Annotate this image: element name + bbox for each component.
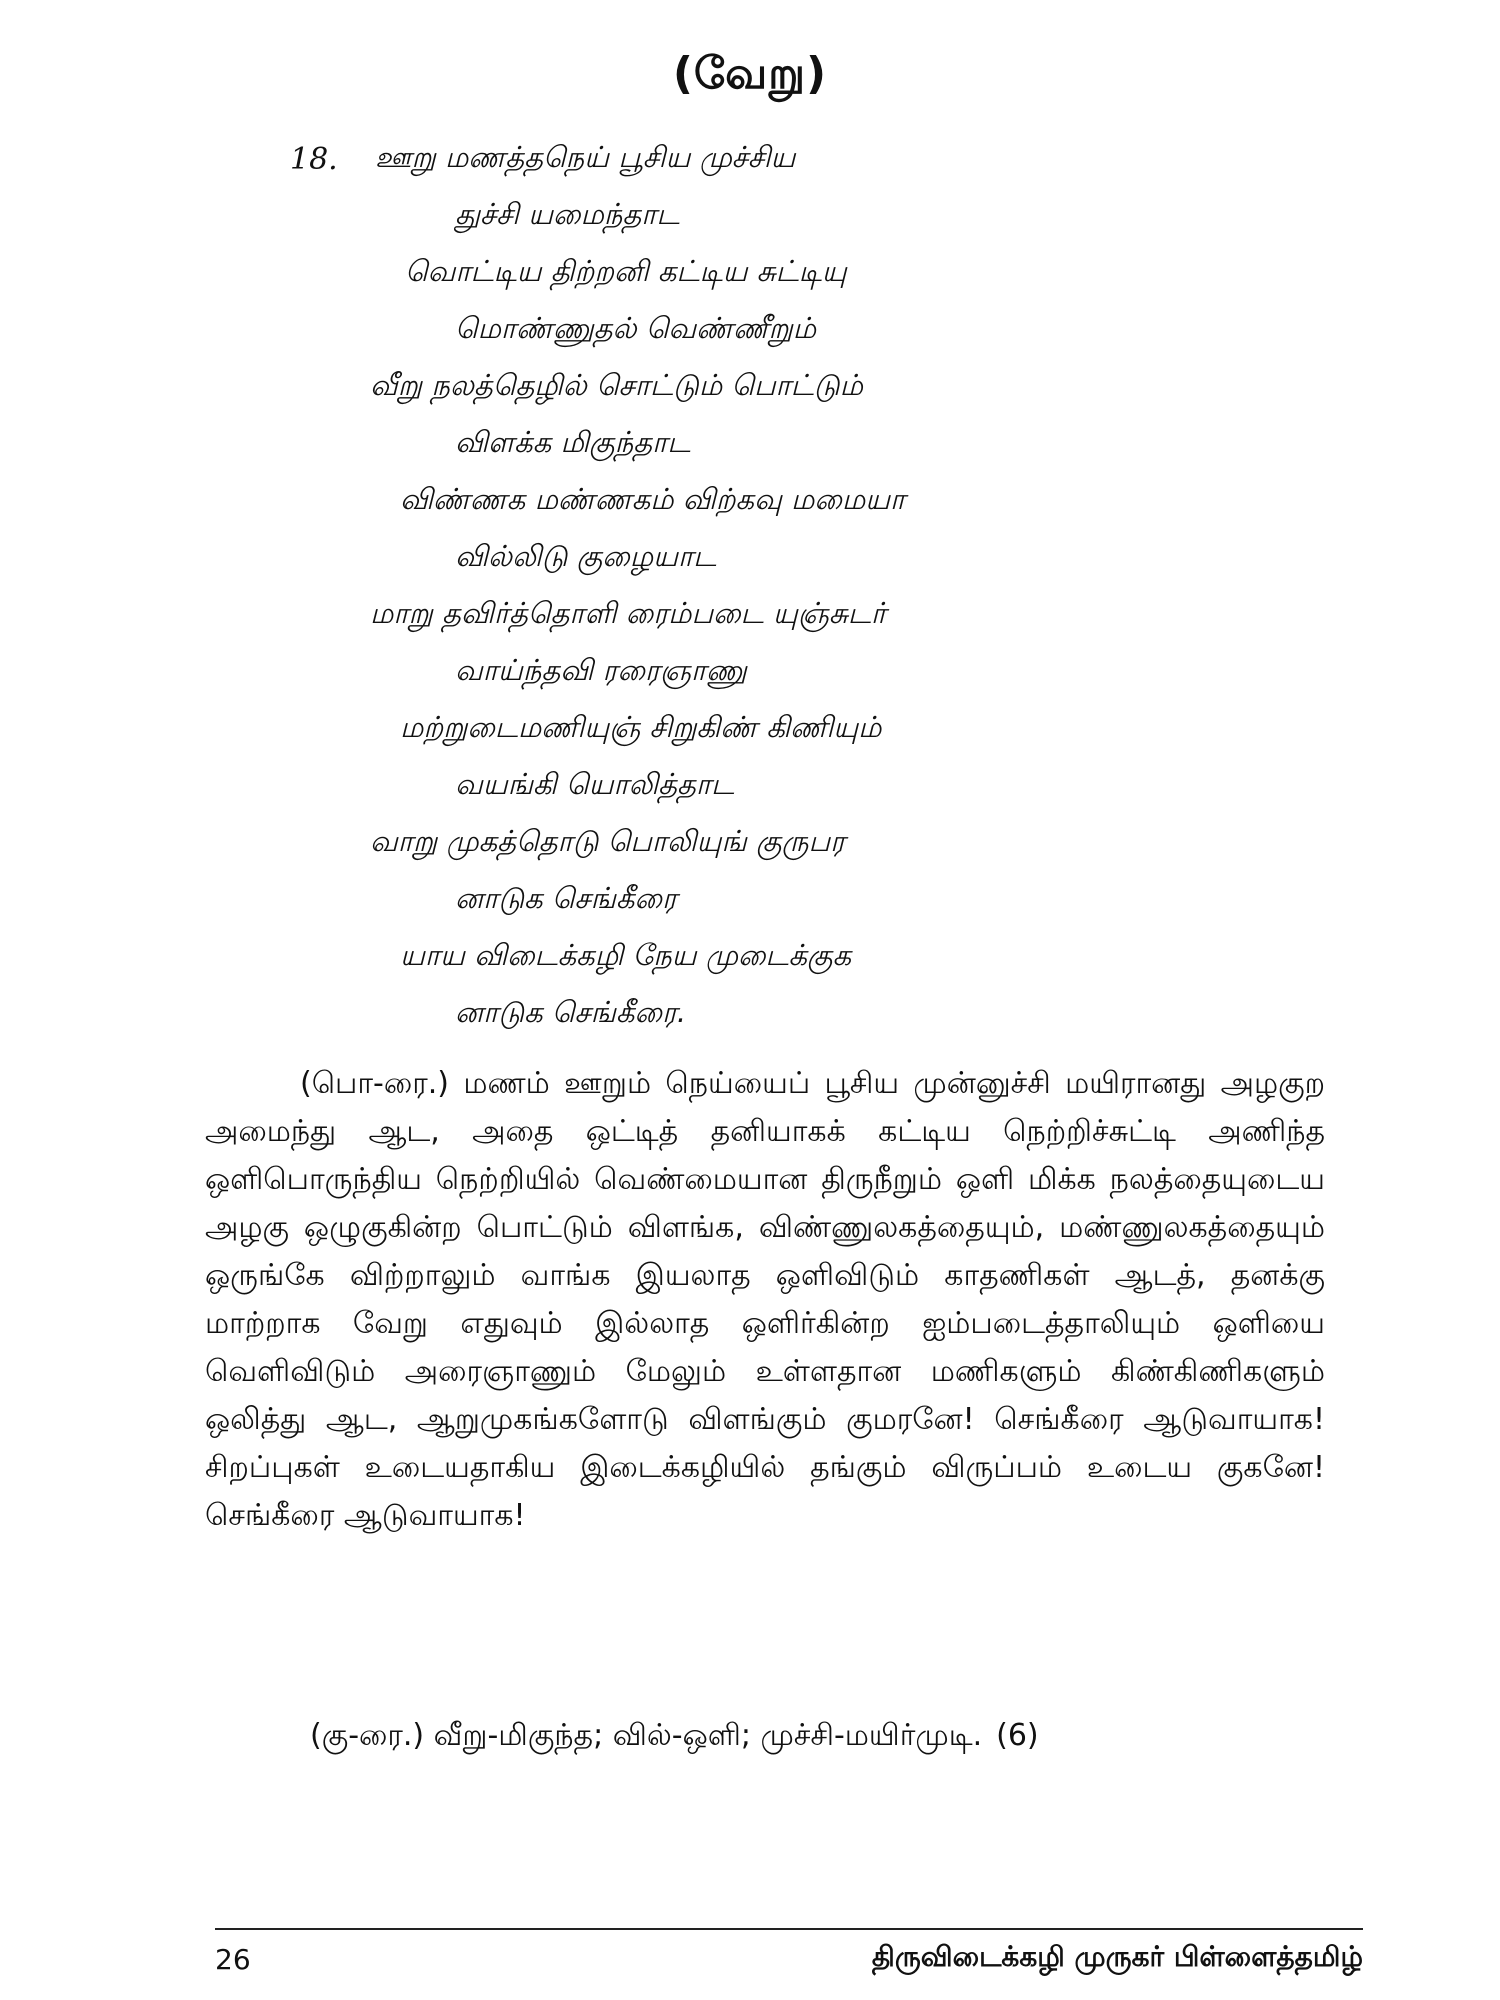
verse-line: வில்லிடு குழையாட	[455, 539, 717, 573]
note	[310, 1718, 1039, 1757]
verse-line: மற்றுடைமணியுஞ் சிறுகிண் கிணியும்	[400, 710, 882, 744]
verse-line: வாய்ந்தவி ரரைஞாணு	[455, 653, 747, 687]
note-text: (கு-ரை.) வீறு-மிகுந்த; வில்-ஒளி; முச்சி-மயிர்முடி.	[310, 1718, 983, 1753]
verse-line: மாறு தவிர்த்தொளி ரைம்படை யுஞ்சுடர்	[370, 596, 887, 630]
verse-line: வொட்டிய திற்றனி கட்டிய சுட்டியு	[405, 254, 847, 288]
verse-line: ஊறு மணத்தநெய் பூசிய முச்சிய	[375, 140, 796, 174]
verse-line: மொண்ணுதல் வெண்ணீறும்	[455, 311, 817, 345]
footer-rule	[215, 1928, 1363, 1930]
verse-line: துச்சி யமைந்தாட	[455, 197, 680, 231]
verse-line: வயங்கி யொலித்தாட	[455, 767, 735, 801]
note-number: (6)	[996, 1718, 1039, 1753]
section-heading: (வேறு)	[672, 48, 828, 99]
verse-line: வீறு நலத்தெழில் சொட்டும் பொட்டும்	[370, 368, 863, 402]
verse-line: விளக்க மிகுந்தாட	[455, 425, 691, 459]
verse-line: விண்ணக மண்ணகம் விற்கவு மமையா	[400, 482, 906, 516]
verse-number: 18.	[290, 142, 338, 177]
commentary	[205, 1060, 1325, 1540]
commentary-paragraph: (பொ-ரை.) மணம் ஊறும் நெய்யைப் பூசிய முன்னுச்சி மயிரானது அழகுற அமைந்து ஆட, அதை ஒட்டித் தனியாகக் கட்டிய நெற்றிச்சுட்டி அணிந்த ஒளிபொருந்திய நெற்றியில் வெண்மையான திருநீறும் ஒளி மிக்க நலத்தையுடைய அழகு ஒழுகுகின்ற பொட்டும் விளங்க, விண்ணுலகத்தையும், மண்ணுலகத்தையும் ஒருங்கே விற்றாலும் வாங்க இயலாத ஒளிவிடும் காதணிகள் ஆடத், தனக்கு மாற்றாக வேறு எதுவும் இல்லாத ஒளிர்கின்ற ஐம்படைத்தாலியும் ஒளியை வெளிவிடும் அரைஞாணும் மேலும் உள்ளதான மணிகளும் கிண்கிணிகளும் ஒலித்து ஆட, ஆறுமுகங்களோடு விளங்கும் குமரனே! செங்கீரை ஆடுவாயாக! சிறப்புகள் உடையதாகிய இடைக்கழியில் தங்கும் விருப்பம் உடைய குகனே! செங்கீரை ஆடுவாயாக!	[205, 1066, 1325, 1533]
verse-line: வாறு முகத்தொடு பொலியுங் குருபர	[370, 824, 846, 858]
verse-line: னாடுக செங்கீரை.	[455, 995, 687, 1029]
verse-line: னாடுக செங்கீரை	[455, 881, 677, 915]
verse-line: யாய விடைக்கழி நேய முடைக்குக	[400, 938, 852, 972]
running-title: திருவிடைக்கழி முருகர் பிள்ளைத்தமிழ்	[871, 1940, 1363, 1973]
page-number: 26	[215, 1943, 251, 1976]
